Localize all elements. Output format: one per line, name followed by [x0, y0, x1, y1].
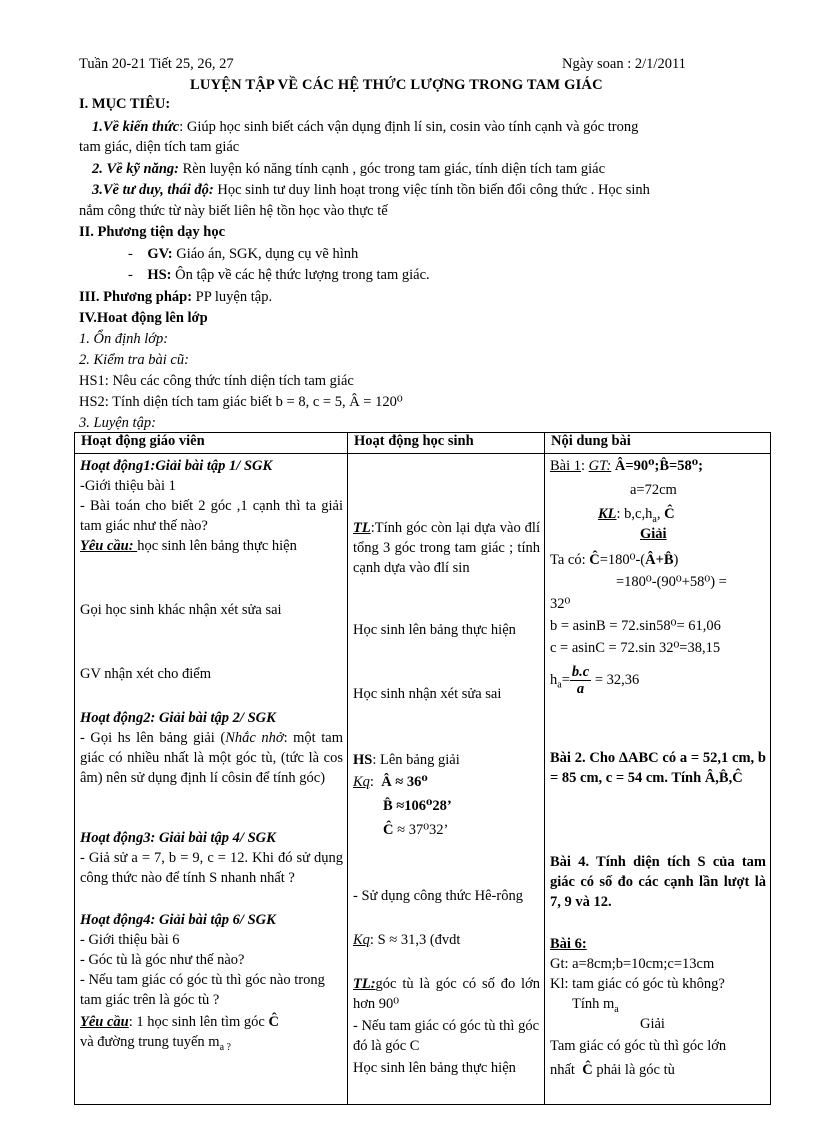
tl1-text: :Tính góc còn lại dựa vào đlí tổng 3 góc trong tam giác ; tính cạnh dựa vào đlí sin [353, 520, 540, 576]
act4-title: Hoạt động4: Giải bài tập 6/ SGK [80, 912, 276, 928]
conclusion-line2 [550, 1060, 766, 1080]
content-column [545, 454, 771, 1105]
hs2-question: HS2: Tính diện tích tam giác biết b = 8, c = 5, Â = 120⁰ [79, 394, 403, 410]
ha-line: $h_a=$ $\frac{b.c}{a}$ = 32,36 [550, 664, 640, 697]
gt-angle-b: =58⁰; [668, 458, 703, 474]
eq-32-line: 32⁰ [550, 596, 571, 612]
hs-label: HS [353, 752, 373, 768]
student-line1: Học sinh lên bảng thực hiện [353, 622, 516, 638]
bai2-text: Bài 2. Cho ΔABC có a = 52,1 cm, b = 85 cm, c = 54 cm. Tính [550, 750, 766, 786]
act1-line4: Gọi học sinh khác nhận xét sửa sai [80, 602, 282, 618]
angle-a-icon: Â ≈ [381, 774, 404, 790]
angle-sum-icon: Â+B̂ [645, 552, 674, 568]
ha-sub: a [557, 679, 562, 691]
angles-abc-icon: Â,B̂,Ĉ [704, 770, 743, 786]
tl1-label: TL [353, 520, 371, 536]
kq-line-b [353, 796, 540, 816]
angle-c-icon: Ĉ [383, 822, 394, 838]
kq2-label: Kq [353, 932, 370, 948]
angle-b-icon: B̂ [659, 458, 669, 474]
act4-line3: - Nếu tam giác có góc tù thì góc nào trong tam giác trên là góc tù ? [80, 972, 325, 1008]
eq2-line: =180⁰-(90⁰+58⁰) = [616, 574, 727, 590]
kq-line-a: Kq: Â ≈ 36⁰ [353, 774, 428, 790]
conclusion-l2b: phải là góc tù [596, 1062, 675, 1078]
act4-line4-text: : 1 học sinh lên tìm góc [128, 1014, 265, 1030]
col-header-content: Nội dung bài [545, 433, 771, 454]
act1-line1: -Giới thiệu bài 1 [80, 478, 176, 494]
date: Ngày soan : 2/1/2011 [562, 56, 686, 72]
giai-heading: Giải [640, 526, 667, 542]
conclusion-line1: Tam giác có góc tù thì góc lớn [550, 1038, 727, 1054]
skill-text: Rèn luyện kó năng tính cạnh , góc trong tam giác, tính diện tích tam giác [179, 161, 606, 177]
gt-label: GT: [588, 458, 612, 474]
act1-line3-text: học sinh lên bảng thực hiện [137, 538, 297, 554]
page-title: LUYỆN TẬP VỀ CÁC HỆ THỨC LƯỢNG TRONG TAM GIÁC [190, 77, 603, 93]
frac-num: b.c [571, 664, 590, 680]
act2-note: Nhắc nhở [225, 730, 284, 746]
teacher-column [75, 454, 348, 1105]
kq-a-value: 36⁰ [406, 774, 428, 790]
student-line2: Học sinh nhận xét sửa sai [353, 686, 502, 702]
table-header-row [75, 433, 771, 454]
lesson-table [74, 432, 771, 1105]
bai2 [550, 748, 766, 788]
act4-line4 [80, 1012, 343, 1032]
knowledge-text: : Giúp học sinh biết cách vận dụng định lí sin, cosin vào tính cạnh và góc trong [179, 119, 639, 135]
kq-b-value: 106⁰28’ [404, 798, 452, 814]
tinh-ma [550, 994, 766, 1014]
gt-angle-a: =90⁰; [625, 458, 660, 474]
step1: 1. Ổn định lớp: [79, 331, 169, 347]
tl2-label: TL: [353, 976, 376, 992]
a-value: a=72cm [630, 482, 677, 498]
attitude-text: Học sinh tư duy linh hoạt trong việc tính tồn biến đổi công thức . Học sinh [213, 182, 650, 198]
section3-line [79, 288, 272, 306]
kq-line-c [353, 820, 540, 840]
act2-line1a: - Gọi hs lên bảng giải ( [80, 730, 226, 746]
act4-line5-text: và đường trung tuyến m [80, 1034, 220, 1050]
act2-line1b: : một tam giác có nhiều nhất là một góc tù, (tức là cos âm) nên sử dụng định lí côsin để tính góc) [80, 730, 343, 786]
angle-c-icon: Ĉ [589, 552, 600, 568]
knowledge-line2: tam giác, diện tích tam giác [79, 139, 240, 155]
angle-a-icon: Â [614, 458, 626, 474]
week-lesson: Tuần 20-21 Tiết 25, 26, 27 [79, 56, 234, 72]
act1-line2: - Bài toán cho biết 2 góc ,1 cạnh thì ta giải tam giác như thế nào? [80, 498, 343, 534]
angle-c-icon: Ĉ [582, 1062, 593, 1078]
knowledge-label: 1.Về kiến thức [92, 119, 180, 135]
gv-label: GV: [147, 246, 173, 262]
act3-line1: - Giả sử a = 7, b = 9, c = 12. Khi đó sử dụng công thức nào để tính S nhanh nhất ? [80, 850, 343, 886]
kl6: Kl: tam giác có góc tù không? [550, 976, 725, 992]
step3: 3. Luyện tập: [79, 415, 156, 431]
kq2-text: : S ≈ 31,3 (đvdt [369, 932, 461, 948]
angle-b-icon: B̂ ≈ [383, 798, 405, 814]
gt6: Gt: a=8cm;b=10cm;c=13cm [550, 956, 715, 972]
student-column [348, 454, 545, 1105]
b-line: b = asinB = 72.sin58⁰= 61,06 [550, 618, 721, 634]
act1-line5: GV nhận xét cho điểm [80, 666, 212, 682]
student-line5: - Nếu tam giác có góc tù thì góc đó là góc C [353, 1018, 540, 1054]
hs-line: - HS: Ôn tập về các hệ thức lượng trong tam giác. [128, 267, 430, 283]
act2-line1 [80, 728, 343, 788]
attitude-line1 [92, 181, 650, 199]
bai4: Bài 4. Tính diện tích S của tam giác có số đo các cạnh lần lượt là 7, 9 và 12. [550, 854, 766, 910]
bai6-label: Bài 6: [550, 936, 587, 952]
tinh-ma-text: Tính m [572, 996, 615, 1012]
act4-line5 [80, 1032, 343, 1052]
kl-text: : b,c,h [616, 506, 653, 522]
act4-line5-sub: a ? [219, 1041, 231, 1053]
table-body-row [75, 454, 771, 1105]
student-line6: Học sinh lên bảng thực hiện [353, 1060, 516, 1076]
act1-title: Hoạt động1:Giải bài tập 1/ SGK [80, 458, 273, 474]
act1-line3 [80, 536, 343, 556]
bai1-gt: Bài 1: GT: Â=90⁰;B̂=58⁰; [550, 458, 703, 474]
gv-text: Giáo án, SGK, dụng cụ vẽ hình [172, 246, 359, 262]
conclusion-l2a: nhất [550, 1062, 575, 1078]
tl1 [353, 518, 540, 578]
attitude-line2: nắm công thức từ này biết liên hệ tồn học vào thực tế [79, 203, 388, 219]
act3-title: Hoạt động3: Giải bài tập 4/ SGK [80, 830, 276, 846]
kq-label: Kq [353, 774, 370, 790]
knowledge-line1 [92, 118, 638, 136]
hs-text: Ôn tập về các hệ thức lượng trong tam giác. [171, 267, 430, 283]
hs1-question: HS1: Nêu các công thức tính diện tích tam giác [79, 373, 354, 389]
taco-eq: =180⁰-( [599, 552, 646, 568]
ha-value: = 32,36 [594, 671, 640, 688]
section1-heading: I. MỤC TIÊU: [79, 96, 171, 112]
skill-label: 2. Về kỹ năng: [92, 161, 179, 177]
frac-den: a [576, 681, 585, 697]
section4-heading: IV.Hoat động lên lớp [79, 310, 208, 326]
kl-sub: a [652, 513, 657, 525]
student-line3 [353, 750, 540, 770]
tl2-text: góc tù là góc có số đo lớn hơn 90⁰ [353, 976, 540, 1012]
ha-label: h [550, 671, 558, 688]
ha-fraction [570, 664, 591, 697]
section3-heading: III. Phương pháp: [79, 289, 193, 305]
taco-label: Ta có: [550, 552, 586, 568]
col-header-teacher: Hoạt động giáo viên [75, 433, 348, 454]
act4-line2: - Góc tù là góc như thế nào? [80, 952, 245, 968]
gv-line: - GV: Giáo án, SGK, dụng cụ vẽ hình [128, 246, 359, 262]
kq2-line [353, 930, 540, 950]
kl-label: KL [598, 506, 617, 522]
tl2 [353, 974, 540, 1014]
section2-heading: II. Phương tiện dạy học [79, 224, 226, 240]
hs-label: HS: [147, 267, 172, 283]
attitude-label: 3.Về tư duy, thái độ: [92, 182, 214, 198]
tinh-ma-sub: a [614, 1003, 619, 1015]
kl-line: KL: $b,c,h_a$, Ĉ [598, 506, 675, 525]
yeucau-label: Yêu cầu: [80, 538, 138, 554]
angle-c-icon: Ĉ [664, 506, 675, 522]
section3-text: PP luyện tập. [192, 289, 273, 305]
angle-c-icon: Ĉ [268, 1014, 279, 1030]
giai2: Giải [640, 1016, 665, 1032]
act2-title: Hoạt động2: Giải bài tập 2/ SGK [80, 710, 276, 726]
skill-line [92, 160, 605, 178]
step2: 2. Kiểm tra bài cũ: [79, 352, 189, 368]
col-header-student: Hoạt động học sinh [348, 433, 545, 454]
hs-text: : Lên bảng giải [372, 752, 460, 768]
student-line4: - Sử dụng công thức Hê-rông [353, 888, 523, 904]
yeucau2-label: Yêu cầu [80, 1014, 129, 1030]
taco-line: Ta có: Ĉ=180⁰-(Â+B̂) [550, 552, 679, 568]
bai1-label: Bài 1 [550, 458, 582, 474]
act4-line1: - Giới thiệu bài 6 [80, 932, 180, 948]
c-line: c = asinC = 72.sin 32⁰=38,15 [550, 640, 721, 656]
kq-c-value: ≈ 37⁰32’ [397, 822, 449, 838]
